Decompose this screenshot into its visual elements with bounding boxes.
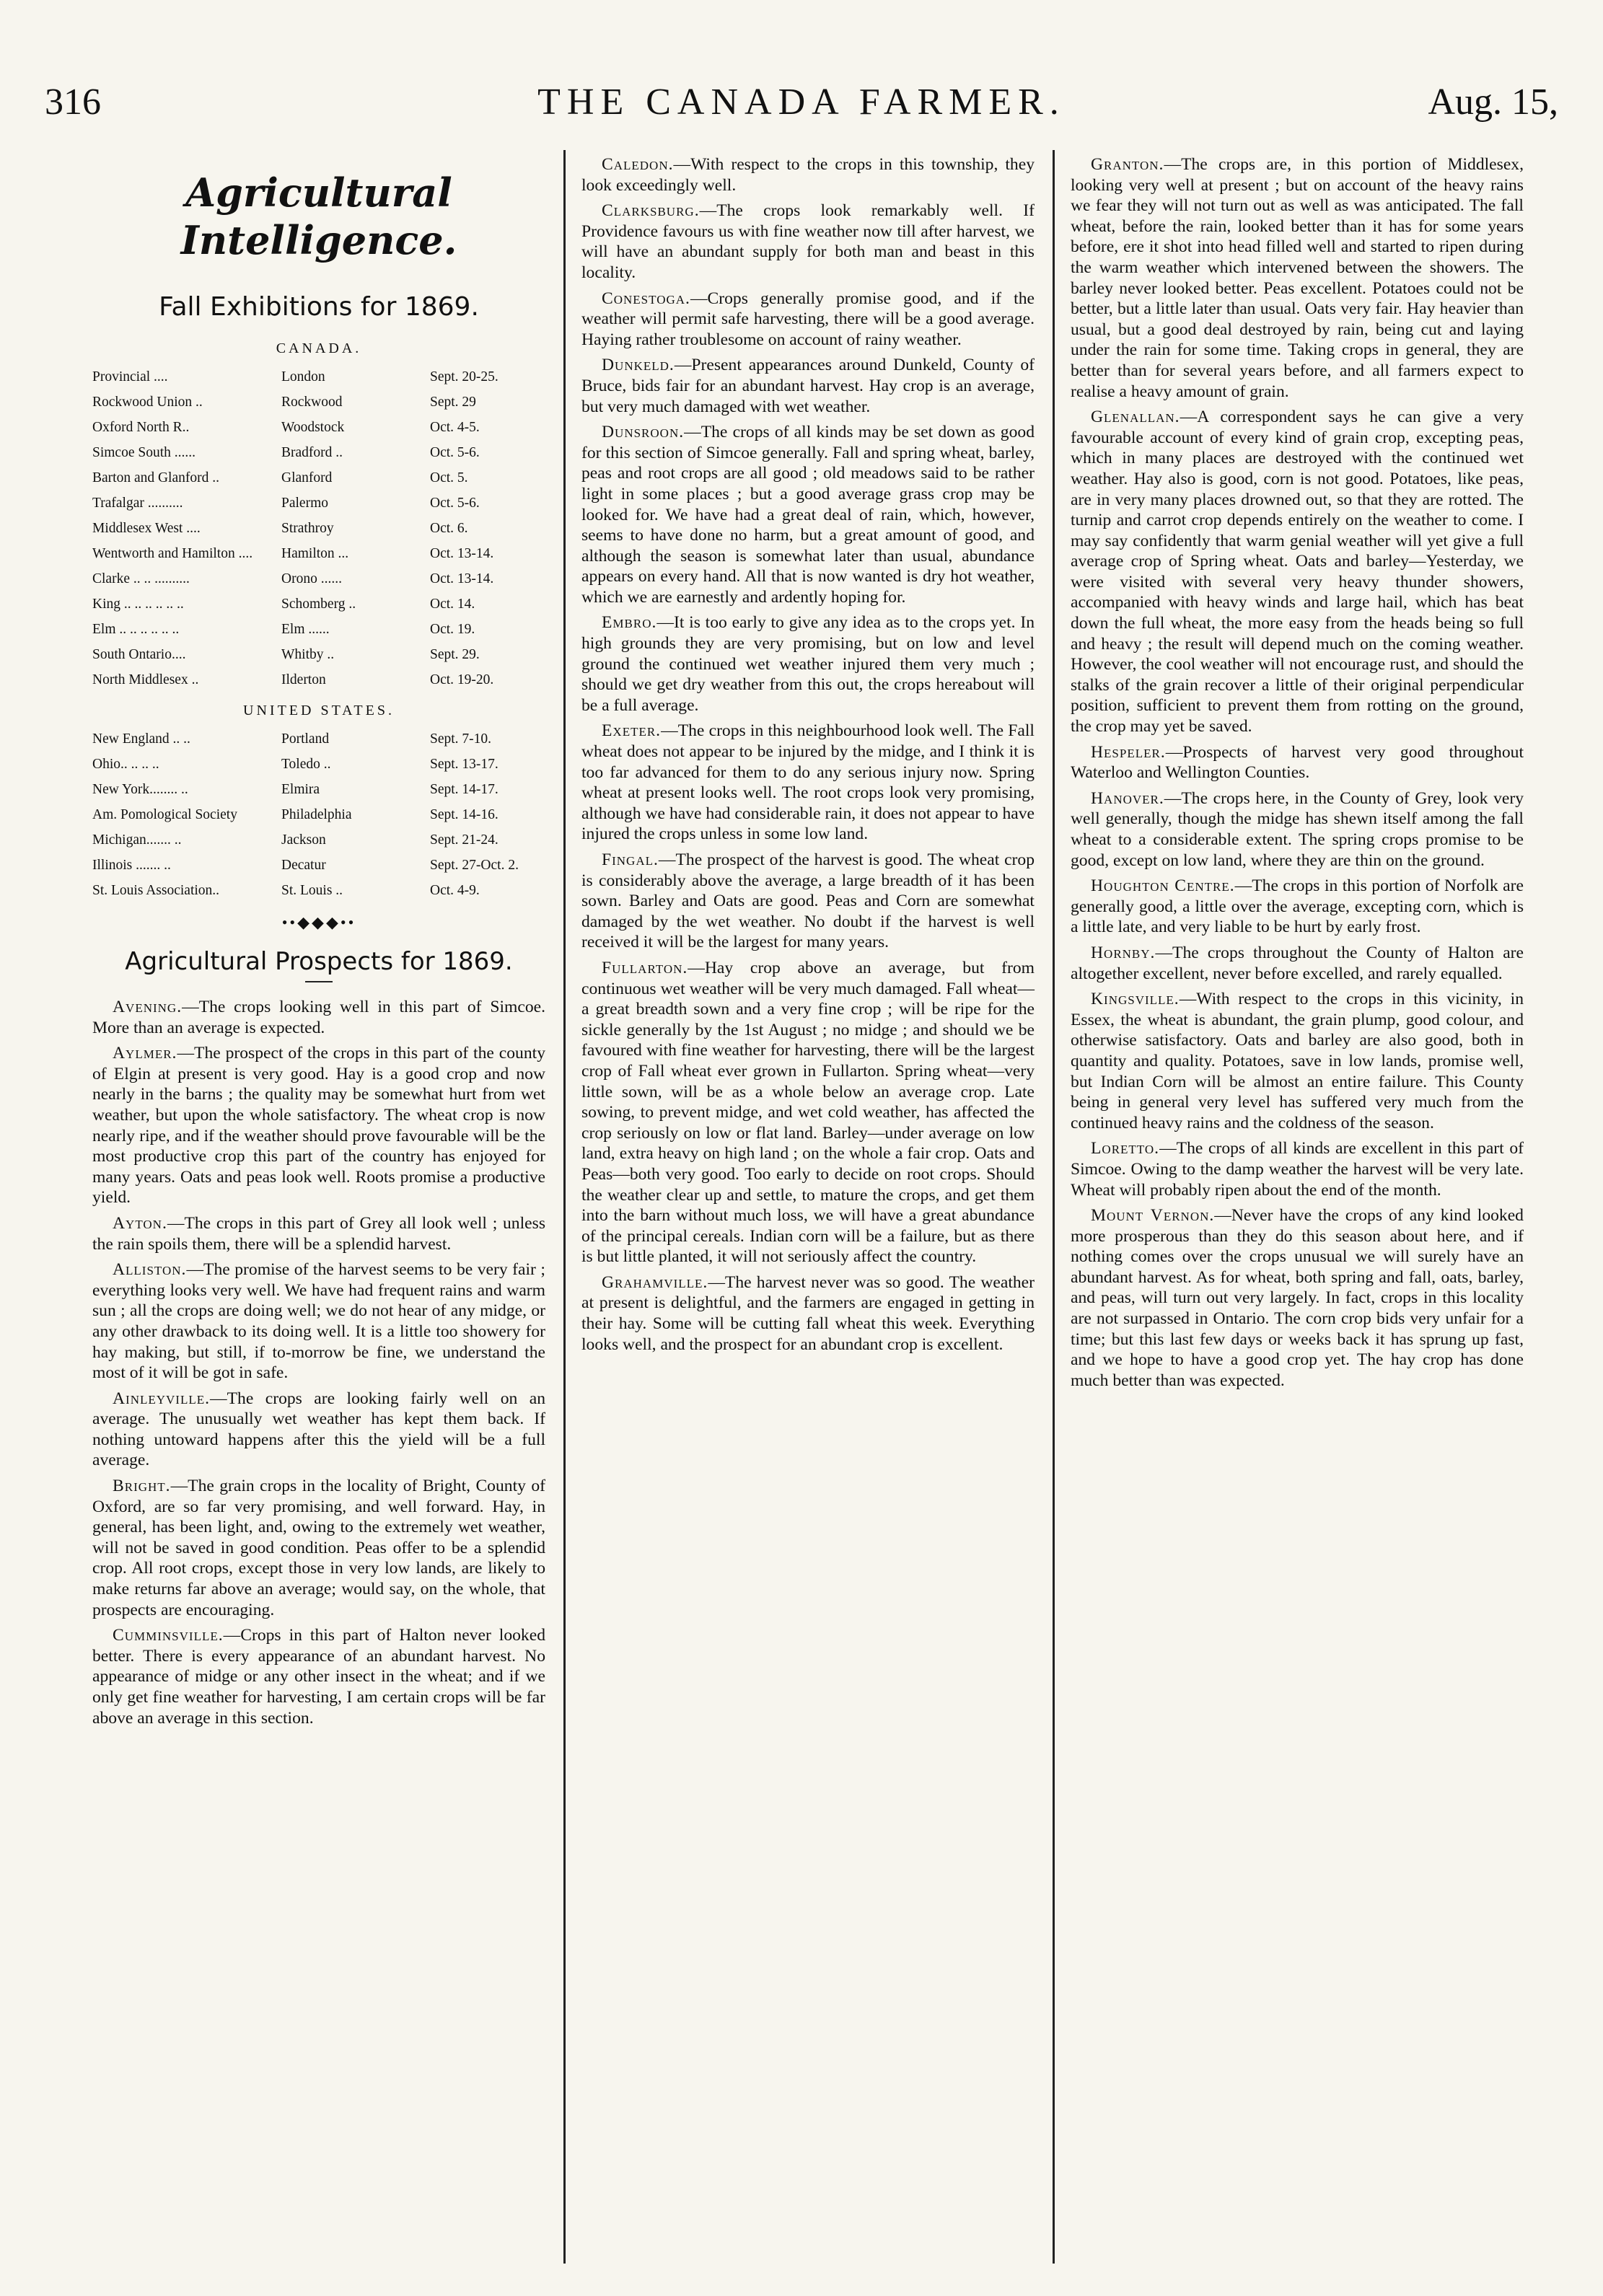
report-place: Glenallan. [1091,408,1180,427]
exhibition-row [92,752,545,777]
exhibition-society: St. Louis Association.. [92,883,220,898]
crop-report [581,612,1035,716]
report-place: Hespeler. [1091,742,1166,762]
report-text: —The crops look remarkably well. If Providence favours us with fine weather now till after harvest, we will have an abundant supply for both man and beast in this locality. [581,201,1035,282]
report-place: Mount Vernon. [1091,1206,1215,1226]
crop-report [92,1043,545,1208]
exhibition-row [92,617,545,642]
exhibition-row [92,667,545,692]
report-text: —The crops looking well in this part of Simcoe. More than an average is expected. [92,998,545,1037]
report-text: —The grain crops in the locality of Bright, County of Oxford, are so far very promising, and well forward. Hay, in general, has been light, and, owing to the extremely wet weather, will not be saved in good condition. Peas offer to be a splendid crop. All root crops, except those in very low lands, are likely to make returns far above an average; would say, on the whole, that prospects are encouraging. [92,1477,545,1619]
report-text: —With respect to the crops in this township, they look exceedingly well. [581,155,1035,195]
exhibition-row [92,465,545,491]
exhibition-row [92,566,545,591]
report-text: —The promise of the harvest seems to be very fair ; everything looks very well. We have had frequent rains and warm sun ; all the crops are doing well; we do not hear of any midge, or any other drawback to its doing well. It is a little too showery for hay making, but still, if to-morrow be fine, we understand the most of it will be got in safe. [92,1260,545,1383]
exhibition-date: Oct. 19-20. [430,672,494,687]
page-date: Aug. 15, [1428,82,1558,123]
exhibition-society: Simcoe South ...... [92,445,196,460]
crop-report [581,289,1035,351]
report-text: —The crops are, in this portion of Middlesex, looking very well at present ; but on account of the heavy rains we fear they will not turn out as well as was anticipated. The fall wheat, before the rain, looked better than it has for some years before, ere it shot into head filled well and started to ripen during the warm weather which intervened between the showers. The barley never looked better. Peas excellent. Potatoes could not be better, but a little later than usual. Oats very fair. Hay heavier than usual, but a good deal destroyed by rain, being cut and laying under the rain for some time. Taking crops in general, they are better than for several years before, and all farmers expect to realise a heavy amount of grain. [1071,155,1524,401]
report-text: —Hay crop above an average, but from continuous wet weather will be very much damaged. Fall wheat—a great breadth sown and a very fine crop ; will be ripe for the sickle generally by the 1st August ; no midge ; and should we be favoured with fine weather for harvesting, there will be the largest crop of Fall wheat ever grown in Fullarton. Spring wheat—very little sown, will be as a whole below an average crop. Late sowing, to prevent midge, and wet cold weather, has affected the crop seriously on low or flat land. Barley—under average on low land, extra heavy on high land ; on the whole a fair crop. Oats and Peas—both very good. Too early to decide on root crops. Should the weather clear up and settle, to mature the crops, and get them into the barn without much loss, we will have a great abundance of the principal cereals. Indian corn will be a failure, but as there is but little planted, it will not seriously affect the country. [581,958,1035,1267]
reports-column-2 [581,154,1035,1355]
exhibition-row [92,541,545,566]
crop-report [581,355,1035,417]
report-place: Aylmer. [113,1044,177,1063]
report-place: Caledon. [602,155,674,174]
crop-report [92,997,545,1038]
report-text: —With respect to the crops in this vicinity, in Essex, the wheat is abundant, the grain plump, good colour, and otherwise satisfactory. Oats and barley are also good, both in quantity and quality. Potatoes, save in low lands, promise well, but Indian Corn will be almost an entire failure. This County being in general very level has suffered very much from the continued heavy rains and the coldness of the season. [1071,990,1524,1132]
exhibition-date: Oct. 5. [430,470,468,485]
crop-report [1071,788,1524,871]
exhibition-date: Sept. 7-10. [430,731,492,747]
report-text: —The crops here, in the County of Grey, look very well generally, though the midge has shewn itself among the fall wheat to a considerable extent. The spring crops promise to be good, except on low land, where they are thin on the ground. [1071,788,1524,870]
exhibitions-title: Fall Exhibitions for 1869. [159,292,479,322]
report-place: Ayton. [113,1213,167,1233]
us-heading: UNITED STATES. [243,703,395,718]
column-3 [1071,154,1524,1396]
exhibition-date: Sept. 27-Oct. 2. [430,858,519,873]
report-text: —The crops of all kinds may be set down as good for this section of Simcoe generally. Fall and spring wheat, barley, peas and root crops are all good ; old meadows said to be rather light in some places ; but a good average grass crop may be looked for. We have had a great deal of rain, which, however, seems to have done no harm, but a great amount of good, and although the season is somewhat later than usual, abundance appears on every hand. All that is now wanted is dry hot weather, which we are earnestly and ardently hoping for. [581,423,1035,607]
exhibition-society: Illinois ....... .. [92,858,171,873]
exhibition-row [92,364,545,390]
exhibition-society: Elm .. .. .. .. .. .. [92,622,180,637]
report-place: Fingal. [602,850,659,869]
exhibition-society: Provincial .... [92,369,168,384]
exhibition-society: Rockwood Union .. [92,395,203,410]
report-text: —Crops in this part of Halton never looked better. There is every appearance of an abundant harvest. No appearance of midge or any other insect in the wheat; and if we only get fine weather for harvesting, I am certain crops will be far above an average in this section. [92,1626,545,1728]
page-title: THE CANADA FARMER. [537,82,1066,123]
exhibition-place: Portland [281,731,330,747]
crop-report [92,1625,545,1728]
page-number: 316 [45,82,101,123]
canada-heading: CANADA. [276,340,362,356]
crop-report [92,1389,545,1471]
exhibition-row [92,516,545,541]
report-text: —The crops are looking fairly well on an average. The unusually wet weather has kept them back. If nothing untoward happens after this the yield will be a full average. [92,1389,545,1470]
exhibition-society: Ohio.. .. .. .. [92,757,159,772]
exhibition-date: Oct. 4-5. [430,420,480,435]
exhibition-row [92,777,545,802]
report-text: —The prospect of the harvest is good. The wheat crop is considerably above the average, a large breadth of it has been sown. Barley and Oats are good. Peas and Corn are somewhat damaged by the wet weather. No doubt if the harvest is well received it will be the largest for many years. [581,850,1035,952]
report-place: Exeter. [602,721,662,741]
canada-exhibition-list [92,364,545,692]
exhibition-date: Oct. 5-6. [430,445,480,460]
exhibition-date: Sept. 21-24. [430,832,499,848]
exhibition-row [92,491,545,516]
exhibition-place: Jackson [281,832,326,848]
reports-column-1 [92,997,545,1728]
report-text: —Crops generally promise good, and if the weather will permit safe harvesting, there will be a good average. Haying rather troublesome on account of rainy weather. [581,289,1035,349]
report-text: —The crops throughout the County of Halton are altogether excellent, never before excelled, and rarely equalled. [1071,943,1524,983]
report-place: Clarksburg. [602,201,700,221]
report-text: —The harvest never was so good. The weather at present is delightful, and the farmers are engaged in getting in their hay. Some will be cutting fall wheat this week. Everything looks well, and the prospect for an abundant crop is excellent. [581,1272,1035,1354]
exhibition-place: Palermo [281,496,328,511]
us-exhibition-list [92,726,545,903]
exhibition-date: Sept. 20-25. [430,369,499,384]
report-text: —It is too early to give any idea as to the crops yet. In high grounds they are very promising, but on low and level ground the continued wet weather injured them very much ; should we get dry weather from this out, the crops hereabout will be a full average. [581,613,1035,715]
title-dash [305,981,333,982]
report-text: —The prospect of the crops in this part of the county of Elgin at present is very good. Hay is a good crop and now nearly in the barns ; the quality may be somewhat hurt from wet weather, but upon the whole satisfactory. The wheat crop is now nearly ripe, and if the weather should prove favourable will be the most productive crop this part of the country has enjoyed for many years. Oats and peas look well. Roots promise a productive yield. [92,1044,545,1208]
report-place: Loretto. [1091,1139,1160,1158]
exhibition-date: Sept. 13-17. [430,757,499,772]
reports-column-3 [1071,154,1524,1391]
report-text: —The crops in this portion of Norfolk are generally good, a little over the average, excepting corn, which is a little late, and very liable to be hurt by early frost. [1071,876,1524,937]
exhibition-place: Rockwood [281,395,343,410]
exhibition-place: Bradford .. [281,445,343,460]
crop-report [92,1259,545,1384]
crop-report [581,422,1035,607]
report-place: Bright. [113,1477,171,1496]
report-place: Dunsroon. [602,423,685,442]
exhibition-date: Sept. 14-16. [430,807,499,822]
crop-report [581,850,1035,953]
exhibition-row [92,802,545,827]
column-rule [563,150,566,2264]
report-place: Kingsville. [1091,990,1180,1009]
exhibition-row [92,878,545,903]
crop-report [1071,1138,1524,1200]
exhibition-row [92,642,545,667]
crop-report [1071,1205,1524,1391]
exhibition-place: Toledo .. [281,757,331,772]
report-place: Cumminsville. [113,1626,224,1645]
exhibition-place: Woodstock [281,420,345,435]
report-text: —The crops of all kinds are excellent in this part of Simcoe. Owing to the damp weather the harvest will be very late. Wheat will probably ripen about the end of the month. [1071,1139,1524,1200]
exhibition-row [92,853,545,878]
report-place: Alliston. [113,1260,187,1280]
column-2 [581,154,1035,1360]
exhibition-place: Elmira [281,782,320,797]
exhibition-society: Middlesex West .... [92,521,201,536]
exhibition-society: Barton and Glanford .. [92,470,219,485]
crop-report [581,201,1035,283]
exhibition-date: Oct. 13-14. [430,546,494,561]
report-text: —Present appearances around Dunkeld, County of Bruce, bids fair for an abundant harvest. Hay crop is an average, but very much damaged with wet weather. [581,356,1035,416]
exhibition-place: Decatur [281,858,326,873]
exhibition-place: London [281,369,325,384]
crop-report [581,1272,1035,1355]
crop-report [1071,989,1524,1133]
exhibition-date: Oct. 14. [430,597,475,612]
report-text: —The crops in this neighbourhood look well. The Fall wheat does not appear to be injured by the midge, and I think it is too far advanced for them to do any serious injury now. Spring wheat at present looks well. The root crops look very promising, although we have had considerable rain, it does not appear to have injured the crops unless in some low land. [581,721,1035,844]
exhibition-society: North Middlesex .. [92,672,199,687]
crop-report [581,958,1035,1267]
report-place: Hornby. [1091,943,1156,962]
report-place: Granton. [1091,155,1164,174]
exhibition-row [92,440,545,465]
exhibition-date: Oct. 13-14. [430,571,494,586]
report-place: Houghton Centre. [1091,876,1235,896]
exhibition-society: Oxford North R.. [92,420,190,435]
exhibition-society: South Ontario.... [92,647,186,662]
report-place: Ainleyville. [113,1389,211,1408]
exhibition-society: New York........ .. [92,782,188,797]
exhibition-society: New England .. .. [92,731,190,747]
crop-report [581,154,1035,195]
exhibition-row [92,591,545,617]
exhibition-society: Am. Pomological Society [92,807,237,822]
exhibition-date: Sept. 29 [430,395,476,410]
report-text: —Never have the crops of any kind looked more prosperous than they do this season about here, and if nothing comes over the crops unusual we will surely have an abundant harvest. As for wheat, both spring and fall, oats, barley, and peas, will turn out very largely. In fact, crops in this locality are not surpassed in Ontario. The corn crop bids very unfair for a time; but this last few days or weeks back it has sprung up fast, and we hope to have a good crop yet. The hay crop has done much better than was expected. [1071,1206,1524,1390]
report-place: Dunkeld. [602,356,675,375]
exhibition-row [92,390,545,415]
exhibition-row [92,827,545,853]
exhibition-date: Sept. 14-17. [430,782,499,797]
report-text: —The crops in this part of Grey all look well ; unless the rain spoils them, there will be a splendid harvest. [92,1213,545,1254]
exhibition-place: Strathroy [281,521,334,536]
exhibition-society: King .. .. .. .. .. .. [92,597,184,612]
exhibition-row [92,415,545,440]
exhibition-place: Whitby .. [281,647,335,662]
crop-report [1071,154,1524,402]
exhibition-date: Oct. 6. [430,521,468,536]
report-place: Embro. [602,613,657,633]
report-place: Grahamville. [602,1272,708,1292]
exhibition-place: Ilderton [281,672,326,687]
exhibition-place: Hamilton ... [281,546,349,561]
exhibition-society: Clarke .. .. .......... [92,571,190,586]
exhibition-place: St. Louis .. [281,883,343,898]
report-place: Avening. [113,998,183,1016]
crop-report [92,1213,545,1254]
crop-report [1071,876,1524,938]
section-masthead: Agricultural Intelligence. [180,170,457,263]
exhibition-place: Glanford [281,470,333,485]
exhibition-society: Wentworth and Hamilton .... [92,546,253,561]
prospects-title: Agricultural Prospects for 1869. [125,947,513,976]
crop-report [92,1476,545,1620]
report-text: —A correspondent says he can give a very favourable account of every kind of grain crop, excepting peas, which in many places are destroyed with the continued wet weather. Hay also is good, corn is not good. Potatoes, like peas, are in very many places drowned out, so that they are rotted. The turnip and carrot crop depends entirely on the weather to come. I may say confidently that warm genial weather will yet give a full average crop of Spring wheat. Oats and barley—Yesterday, we were visited with several very heavy thunder showers, accompanied with heavy winds and large hail, which has beat down the full wheat, the more easy from the heads being so full and heavy ; the result will depend much on the coming weather. However, the cool weather will not encourage rust, and should the stalks of the grain recover a little of their original perpendicular position, sufficient to prevent them from rotting on the ground, the crop may yet be saved. [1071,408,1524,736]
ornament-divider: ••◆◆◆•• [281,913,356,931]
column-1 [92,154,545,1733]
crop-report [1071,407,1524,737]
exhibition-row [92,726,545,752]
exhibition-place: Schomberg .. [281,597,356,612]
report-place: Hanover. [1091,788,1164,808]
crop-report [1071,943,1524,984]
exhibition-date: Sept. 29. [430,647,480,662]
crop-report [581,721,1035,845]
exhibition-date: Oct. 4-9. [430,883,480,898]
report-place: Fullarton. [602,958,688,977]
exhibition-society: Michigan....... .. [92,832,182,848]
crop-report [1071,742,1524,783]
exhibition-date: Oct. 5-6. [430,496,480,511]
column-rule [1053,150,1055,2264]
report-text: —Prospects of harvest very good throughout Waterloo and Wellington Counties. [1071,742,1524,783]
exhibition-place: Orono ...... [281,571,342,586]
exhibition-date: Oct. 19. [430,622,475,637]
exhibition-society: Trafalgar .......... [92,496,183,511]
report-place: Conestoga. [602,289,690,308]
exhibition-place: Elm ...... [281,622,330,637]
exhibition-place: Philadelphia [281,807,352,822]
